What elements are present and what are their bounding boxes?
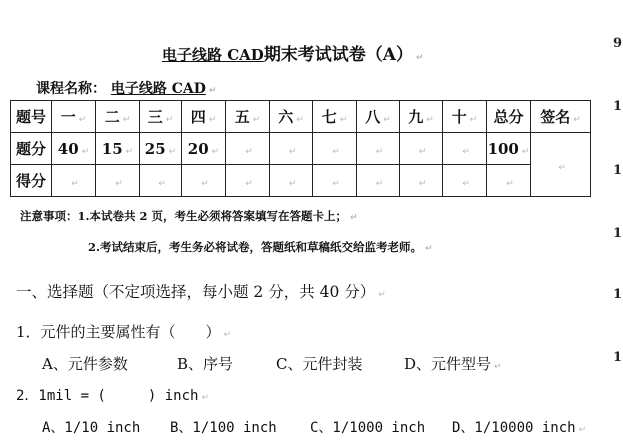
note-line-2: 2.考试结束后，考生务必将试卷，答题纸和草稿纸交给监考老师。 ↵ (88, 240, 433, 254)
header-cell: 总分 (487, 101, 531, 133)
got-cell[interactable]: ↵ (52, 165, 96, 197)
option-c: C、元件封装 (276, 355, 363, 373)
course-value: 电子线路 CAD (110, 81, 206, 97)
header-cell: 九 ↵ (400, 101, 443, 133)
margin-number: 1 (612, 350, 622, 365)
got-cell-total[interactable]: ↵ (487, 165, 531, 197)
score-cell: ↵ (400, 133, 443, 165)
got-label-cell: 得分 (11, 165, 52, 197)
course-line (36, 78, 216, 98)
score-cell: ↵ (270, 133, 313, 165)
header-cell-signature: 签名 ↵ (531, 101, 591, 133)
header-cell: 五 ↵ (226, 101, 270, 133)
score-cell: ↵ (443, 133, 487, 165)
got-row (11, 165, 591, 197)
option-d: D、元件型号 (404, 355, 492, 373)
question-1-stem: 1．元件的主要属性有（ ） ↵ (16, 323, 232, 341)
got-cell[interactable]: ↵ (270, 165, 313, 197)
course-label: 课程名称： (36, 81, 106, 97)
paragraph-mark-icon: ↵ (416, 53, 424, 63)
got-cell[interactable]: ↵ (140, 165, 182, 197)
option-a: A、元件参数 (42, 355, 128, 373)
header-cell: 八 ↵ (357, 101, 400, 133)
margin-number: 1 (612, 163, 622, 178)
option-b: B、序号 (177, 355, 234, 373)
title-rest: 期末考试试卷（A） (263, 45, 414, 65)
header-cell: 题号 (11, 101, 52, 133)
score-cell: 20 ↵ (182, 133, 226, 165)
score-row (11, 133, 591, 165)
got-cell[interactable]: ↵ (96, 165, 140, 197)
got-cell[interactable]: ↵ (357, 165, 400, 197)
option-c: C、1/1000 inch (310, 420, 426, 436)
score-label-cell: 题分 (11, 133, 52, 165)
question-2-stem: 2．1mil = ( ) inch ↵ (16, 388, 209, 404)
header-cell: 六 ↵ (270, 101, 313, 133)
got-cell[interactable]: ↵ (226, 165, 270, 197)
title-course-name: 电子线路 CAD (162, 46, 264, 64)
question-1-options: A、元件参数 B、序号 C、元件封装 D、元件型号 ↵ (42, 355, 502, 373)
question-2-options: A、1/10 inch B、1/100 inch C、1/1000 inch D、1/10000 inch ↵ (42, 417, 586, 437)
got-cell[interactable]: ↵ (313, 165, 357, 197)
score-cell: ↵ (313, 133, 357, 165)
margin-number: 1 (612, 287, 622, 302)
option-b: B、1/100 inch (170, 420, 277, 436)
note-line-1: 注意事项：1.本试卷共 2 页，考生必须将答案填写在答题卡上； ↵ (20, 209, 358, 223)
header-cell: 四 ↵ (182, 101, 226, 133)
exam-title (162, 40, 424, 65)
header-cell: 三 ↵ (140, 101, 182, 133)
section-heading: 一、选择题（不定项选择，每小题 2 分，共 40 分） ↵ (16, 283, 386, 301)
got-cell[interactable]: ↵ (182, 165, 226, 197)
option-a: A、1/10 inch (42, 420, 141, 436)
option-d: D、1/10000 inch (452, 420, 576, 436)
margin-number: 1 (612, 99, 622, 114)
paragraph-mark-icon: ↵ (208, 86, 217, 96)
score-cell: 25 ↵ (140, 133, 182, 165)
header-cell: 二 ↵ (96, 101, 140, 133)
header-cell: 七 ↵ (313, 101, 357, 133)
margin-number: 1 (612, 226, 622, 241)
score-cell-total: 100 ↵ (487, 133, 531, 165)
score-cell: ↵ (357, 133, 400, 165)
score-cell: ↵ (226, 133, 270, 165)
header-cell: 一 ↵ (52, 101, 96, 133)
score-cell: 40 ↵ (52, 133, 96, 165)
score-table (10, 100, 591, 197)
got-cell[interactable]: ↵ (443, 165, 487, 197)
score-cell: 15 ↵ (96, 133, 140, 165)
header-cell: 十 ↵ (443, 101, 487, 133)
header-row (11, 101, 591, 133)
got-cell[interactable]: ↵ (400, 165, 443, 197)
signature-cell[interactable]: ↵ (531, 133, 591, 197)
margin-number: 9 (612, 36, 622, 51)
